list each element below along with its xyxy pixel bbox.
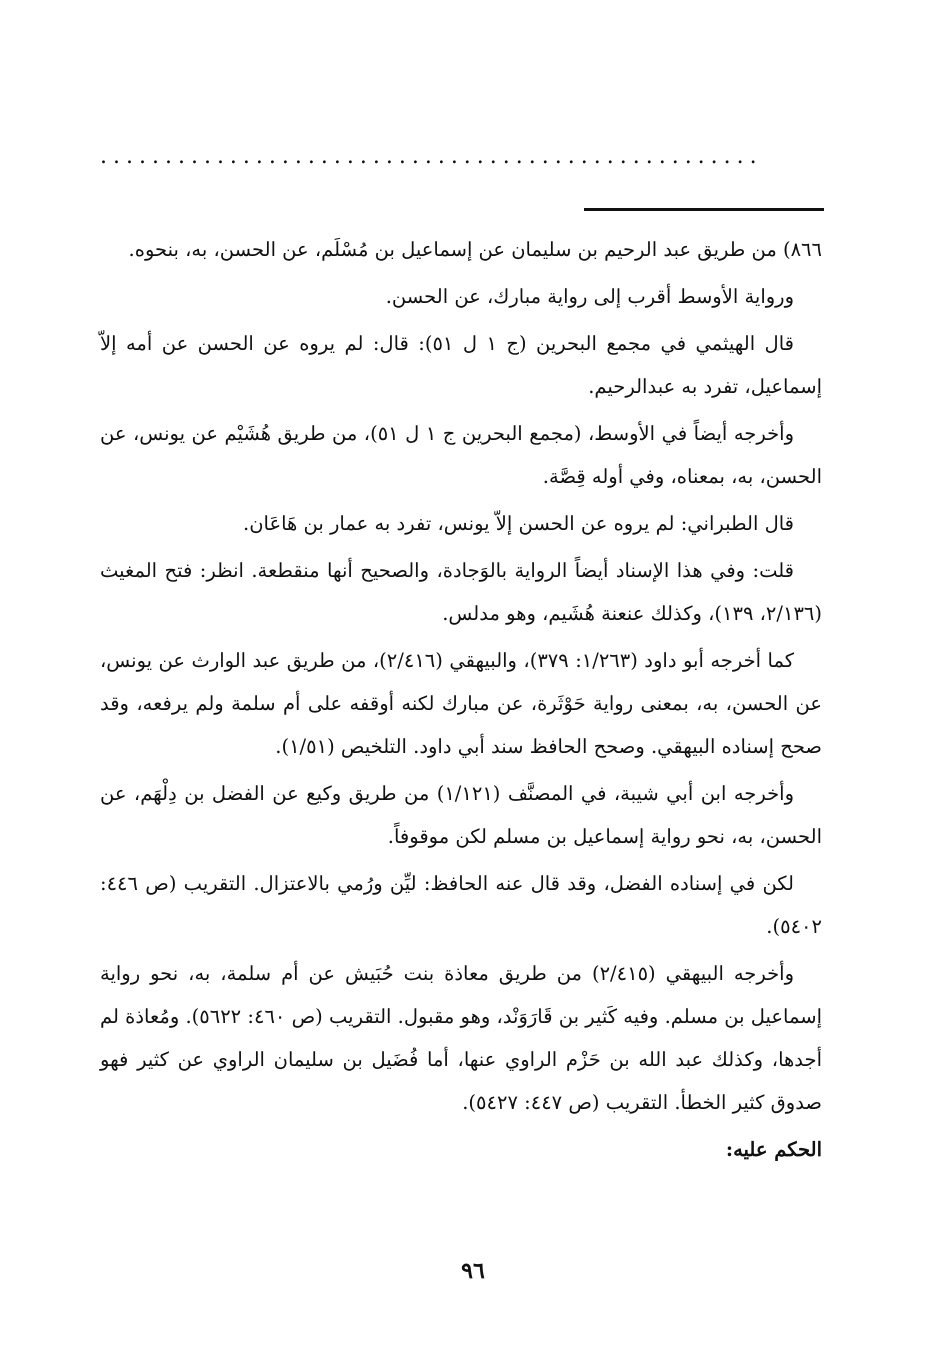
page-number: ٩٦ xyxy=(461,1258,485,1284)
footnote-body xyxy=(100,228,822,1171)
footnote-paragraph-8: وأخرجه ابن أبي شيبة، في المصنَّف (١/١٢١) من طريق وكيع عن الفضل بن دِلْهَم، عن الحسن، به، نحو رواية إسماعيل بن مسلم لكن موقوفاً. xyxy=(100,782,822,848)
footnote-paragraph-1: ٨٦٦) من طريق عبد الرحيم بن سليمان عن إسماعيل بن مُسْلَم، عن الحسن، به، بنحوه. xyxy=(128,238,822,261)
footnote-paragraph-7: كما أخرجه أبو داود (١/٢٦٣: ٣٧٩)، والبيهقي (٢/٤١٦)، من طريق عبد الوارث عن يونس، عن الحسن، به، بمعنى رواية حَوْثَرة، عن مبارك لكنه أوقفه على أم سلمة ولم يرفعه، وقد صحح إسناده البيهقي. وصحح الحافظ سند أبي داود. التلخيص (١/٥١). xyxy=(100,649,822,758)
ruling-heading: الحكم عليه: xyxy=(725,1138,822,1161)
footnote-paragraph-5: قال الطبراني: لم يروه عن الحسن إلاّ يونس، تفرد به عمار بن هَاعَان. xyxy=(243,512,794,535)
footnote-paragraph-10: وأخرجه البيهقي (٢/٤١٥) من طريق معاذة بنت حُبَيش عن أم سلمة، به، نحو رواية إسماعيل بن مسلم. وفيه كَثير بن قَارَوَنْد، وهو مقبول. التقريب (ص ٤٦٠: ٥٦٢٢). ومُعاذة لم أجدها، وكذلك عبد الله بن حَزْم الراوي عنها، أما فُضَيل بن سليمان الراوي عن كثير فهو صدوق كثير الخطأ. التقريب (ص ٤٤٧: ٥٤٢٧). xyxy=(100,962,822,1114)
footnote-paragraph-9: لكن في إسناده الفضل، وقد قال عنه الحافظ: ليِّن ورُمي بالاعتزال. التقريب (ص ٤٤٦: ٥٤٠٢). xyxy=(100,872,822,938)
footnote-paragraph-2: ورواية الأوسط أقرب إلى رواية مبارك، عن الحسن. xyxy=(385,285,794,308)
footnote-rule xyxy=(584,208,824,211)
footnote-paragraph-6: قلت: وفي هذا الإسناد أيضاً الرواية بالوَجادة، والصحيح أنها منقطعة. انظر: فتح المغيث (٢/١٣٦، ١٣٩)، وكذلك عنعنة هُشَيم، وهو مدلس. xyxy=(100,559,822,625)
dotted-separator: ................................................... xyxy=(100,144,763,169)
footnote-paragraph-4: وأخرجه أيضاً في الأوسط، (مجمع البحرين ج ١ ل ٥١)، من طريق هُشَيْم عن يونس، عن الحسن، به، بمعناه، وفي أوله قِصَّة. xyxy=(100,422,822,488)
footnote-paragraph-3: قال الهيثمي في مجمع البحرين (ج ١ ل ٥١): قال: لم يروه عن الحسن عن أمه إلاّ إسماعيل، تفرد به عبدالرحيم. xyxy=(100,332,822,398)
